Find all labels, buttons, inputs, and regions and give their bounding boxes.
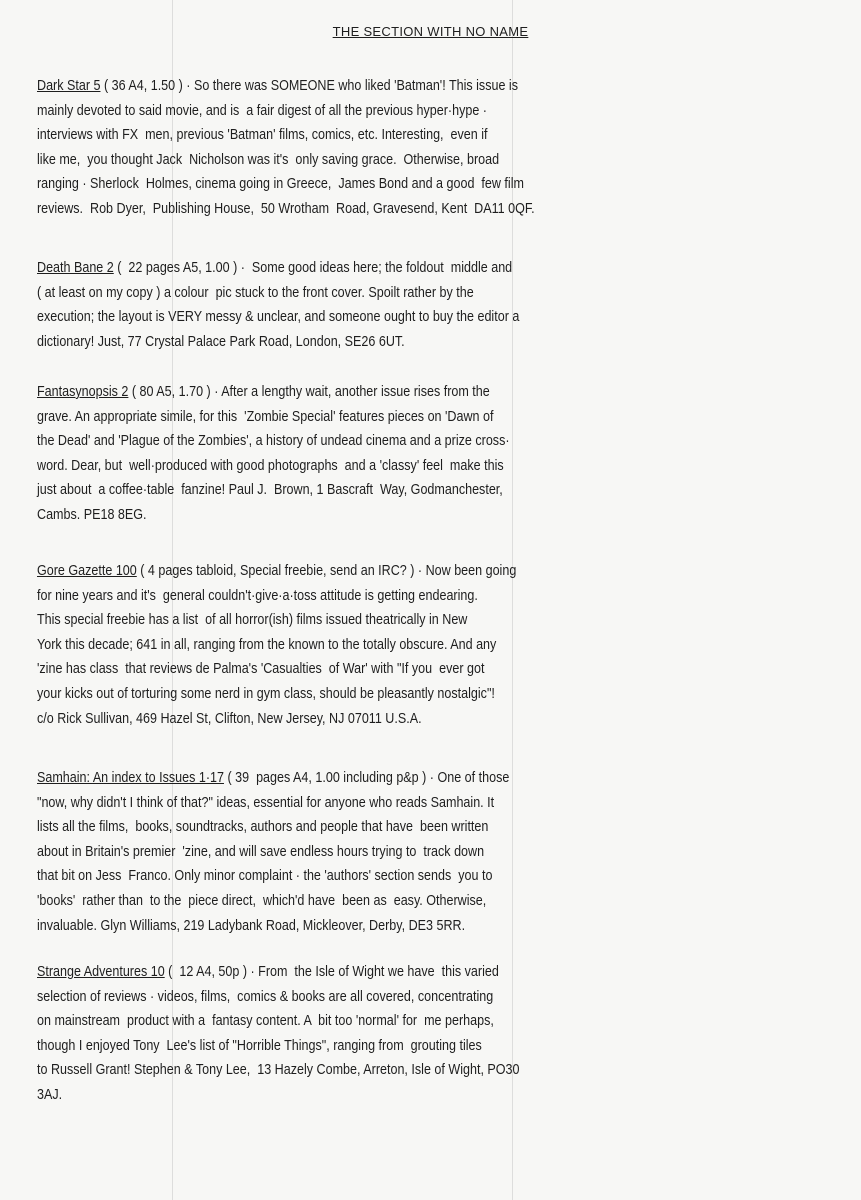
review-line: [37, 148, 807, 173]
review-line: [37, 99, 807, 124]
review-text: about in Britain's premier 'zine, and will save endless hours trying to track down: [37, 843, 485, 860]
review-line: [37, 960, 807, 985]
review-text: dictionary! Just, 77 Crystal Palace Park Road, London, SE26 6UT.: [37, 333, 405, 350]
review-line: [37, 172, 807, 197]
review-text: Cambs. PE18 8EG.: [37, 506, 147, 523]
review-text: like me, you thought Jack Nicholson was it's only saving grace. Otherwise, broad: [37, 151, 500, 168]
review-text: 'books' rather than to the piece direct, which'd have been as easy. Otherwise,: [37, 892, 487, 909]
review-line: [37, 633, 807, 658]
review-line: [37, 1034, 807, 1059]
review-heading: Samhain: An index to Issues 1·17: [37, 770, 224, 786]
review-line: [37, 682, 807, 707]
review-line: [37, 791, 807, 816]
review-text: This special freebie has a list of all horror(ish) films issued theatrically in New: [37, 612, 468, 629]
review-text: though I enjoyed Tony Lee's list of "Horrible Things", ranging from grouting tiles: [37, 1037, 482, 1054]
review-text: mainly devoted to said movie, and is a fair digest of all the previous hyper·hype ·: [37, 102, 487, 119]
review-entry: [37, 256, 807, 354]
review-line: [37, 123, 807, 148]
review-line: [37, 864, 807, 889]
review-text: grave. An appropriate simile, for this 'Zombie Special' features pieces on 'Dawn of: [37, 408, 494, 425]
review-text: interviews with FX men, previous 'Batman' films, comics, etc. Interesting, even if: [37, 127, 488, 144]
review-text: reviews. Rob Dyer, Publishing House, 50 Wrotham Road, Gravesend, Kent DA11 0QF.: [37, 200, 535, 217]
review-line: [37, 985, 807, 1010]
review-text: ( at least on my copy ) a colour pic stuck to the front cover. Spoilt rather by the: [37, 284, 474, 301]
review-text: "now, why didn't I think of that?" ideas, essential for anyone who reads Samhain. It: [37, 794, 495, 811]
review-text: to Russell Grant! Stephen & Tony Lee, 13 Hazely Combe, Arreton, Isle of Wight, PO30: [37, 1062, 520, 1079]
review-line: [37, 454, 807, 479]
review-line: [37, 380, 807, 405]
review-line: [37, 559, 807, 584]
review-line: [37, 766, 807, 791]
review-heading: Death Bane 2: [37, 260, 114, 276]
review-text: ranging · Sherlock Holmes, cinema going in Greece, James Bond and a good few film: [37, 176, 524, 193]
review-entry: [37, 380, 807, 528]
review-line: [37, 503, 807, 528]
review-line: [37, 478, 807, 503]
review-heading: Fantasynopsis 2: [37, 384, 129, 400]
review-heading: Strange Adventures 10: [37, 964, 165, 980]
review-line: [37, 330, 807, 355]
review-line: [37, 840, 807, 865]
review-entry: [37, 559, 807, 731]
review-line: [37, 914, 807, 939]
review-line: [37, 1009, 807, 1034]
review-line: [37, 608, 807, 633]
review-line: [37, 584, 807, 609]
review-text: execution; the layout is VERY messy & unclear, and someone ought to buy the editor a: [37, 309, 520, 326]
review-line: [37, 1058, 807, 1083]
page-title: [0, 24, 861, 39]
review-line: [37, 256, 807, 281]
review-text: ( 36 A4, 1.50 ) · So there was SOMEONE who liked 'Batman'! This issue is: [100, 78, 518, 94]
review-text: lists all the films, books, soundtracks, authors and people that have been written: [37, 819, 489, 836]
review-text: ( 80 A5, 1.70 ) · After a lengthy wait, another issue rises from the: [128, 384, 490, 400]
review-text: c/o Rick Sullivan, 469 Hazel St, Clifton, New Jersey, NJ 07011 U.S.A.: [37, 710, 422, 727]
review-line: [37, 657, 807, 682]
review-text: 3AJ.: [37, 1086, 63, 1103]
review-text: ( 4 pages tabloid, Special freebie, send an IRC? ) · Now been going: [136, 563, 517, 579]
review-text: ( 22 pages A5, 1.00 ) · Some good ideas here; the foldout middle and: [113, 260, 513, 276]
review-text: the Dead' and 'Plague of the Zombies', a history of undead cinema and a prize cross·: [37, 433, 510, 450]
review-line: [37, 815, 807, 840]
review-text: on mainstream product with a fantasy content. A bit too 'normal' for me perhaps,: [37, 1013, 494, 1030]
review-line: [37, 1083, 807, 1108]
review-text: for nine years and it's general couldn't·give·a·toss attitude is getting endearing.: [37, 587, 478, 604]
review-text: word. Dear, but well·produced with good photographs and a 'classy' feel make this: [37, 457, 504, 474]
review-entry: [37, 74, 807, 222]
review-entry: [37, 766, 807, 938]
review-line: [37, 405, 807, 430]
review-text: 'zine has class that reviews de Palma's 'Casualties of War' with "If you ever got: [37, 661, 485, 678]
review-line: [37, 197, 807, 222]
review-line: [37, 429, 807, 454]
review-text: selection of reviews · videos, films, comics & books are all covered, concentrating: [37, 988, 494, 1005]
review-text: York this decade; 641 in all, ranging from the known to the totally obscure. And any: [37, 636, 497, 653]
review-text: just about a coffee·table fanzine! Paul J. Brown, 1 Bascraft Way, Godmanchester,: [37, 482, 503, 499]
review-line: [37, 74, 807, 99]
review-line: [37, 305, 807, 330]
review-text: ( 12 A4, 50p ) · From the Isle of Wight we have this varied: [164, 964, 499, 980]
page-title-text: THE SECTION WITH NO NAME: [332, 24, 529, 39]
review-line: [37, 889, 807, 914]
review-text: invaluable. Glyn Williams, 219 Ladybank Road, Mickleover, Derby, DE3 5RR.: [37, 917, 466, 934]
review-heading: Gore Gazette 100: [37, 563, 137, 579]
review-text: your kicks out of torturing some nerd in gym class, should be pleasantly nostalgic"!: [37, 685, 495, 702]
review-entry: [37, 960, 807, 1108]
review-line: [37, 281, 807, 306]
review-line: [37, 707, 807, 732]
review-text: that bit on Jess Franco. Only minor complaint · the 'authors' section sends you to: [37, 868, 493, 885]
review-heading: Dark Star 5: [37, 78, 101, 94]
review-text: ( 39 pages A4, 1.00 including p&p ) · One of those: [223, 770, 510, 786]
